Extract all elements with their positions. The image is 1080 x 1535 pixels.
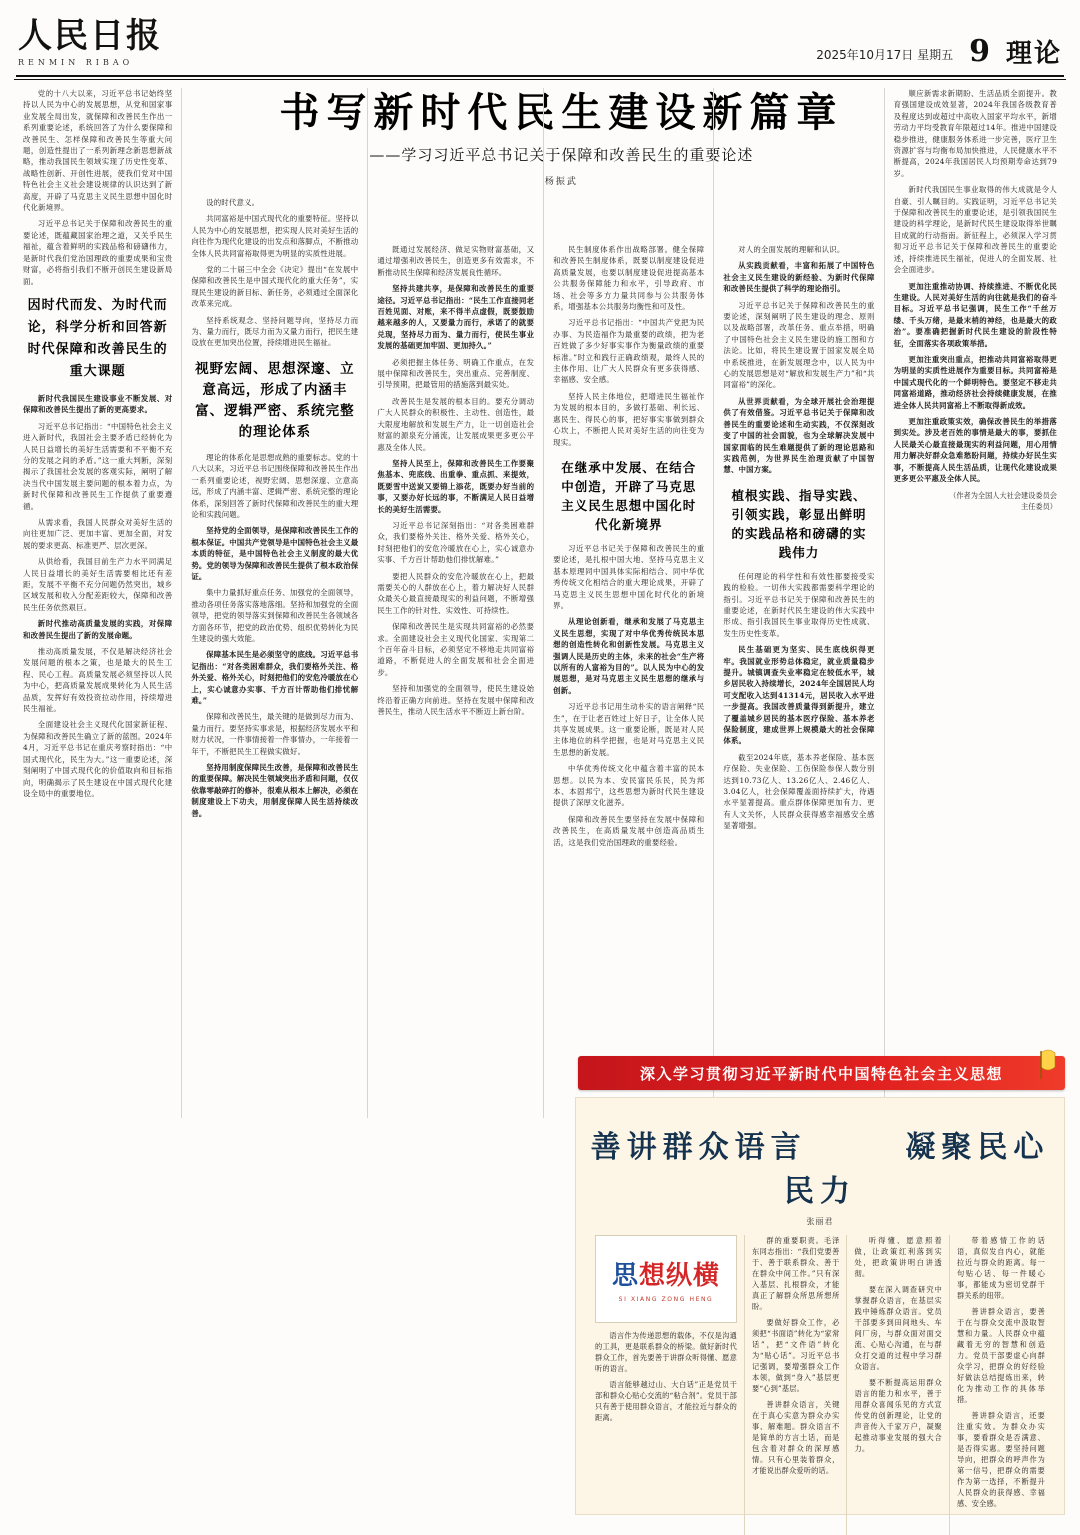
paragraph: 坚持人民主体地位，把增进民生福祉作为发展的根本目的，多做打基础、利长远、惠民生、得民心的事，把好事实事做到群众心坎上，不断把人民对美好生活的向往变为现实。: [553, 391, 705, 447]
paragraph: 习近平总书记关于保障和改善民生的重要论述，深刻阐明了民生建设的理念、原则以及战略部署，改革任务、重点举措，明确了中国特色社会主义民生建设的施工图和方法论。比如，将民生建设置于国家发展全局中系统推进，在新发展理念中，以人民为中心的发展思想是对“解放和发展生产力”和“共同富裕”的深化。: [723, 300, 875, 390]
paragraph: 坚持和加强党的全面领导，使民生建设始终沿着正确方向前进。坚持在发展中保障和改善民生，推动人民生活水平不断迈上新台阶。: [377, 684, 535, 717]
signature-line-1: （作者为全国人大社会建设委员会: [949, 491, 1057, 501]
paragraph: 语言能够越过山、大白话”正是党员干部和群众心贴心交流的“粘合剂”。党员干部只有善于使用群众语言，才能拉近与群众的距离。: [595, 1380, 737, 1422]
paragraph: 全面建设社会主义现代化国家新征程、为保障和改善民生确立了新的蓝图。2024年4月，习近平总书记在重庆考察时指出：“中国式现代化，民生为大。”这一重要论述，深刻阐明了中国式现代化的价值取向和目标指向，明确揭示了民生建设在中国式现代化建设全局中的重要地位。: [23, 720, 173, 798]
column-logo-char1: 思: [611, 1261, 639, 1291]
page-number: 9: [969, 34, 990, 69]
paragraph-lead: 坚持人民至上，保障和改善民生工作要聚焦基本、兜底线、出重拳、重点抓、来提效，既要雪中送炭又要锦上添花，既要办好当前的事，又要办好长远的事，不断满足人民日益增长的美好生活需要。: [377, 458, 535, 514]
paragraph: 习近平总书记关于保障和改善民生的重要论述，是扎根中国大地、坚持马克思主义基本原理同中国具体实际相结合、同中华优秀传统文化相结合的重大理论成果，开辟了马克思主义民生思想中国化时代化的新境界。: [553, 543, 705, 610]
feature-article: [575, 1097, 1065, 1515]
paragraph: 必须把握主体任务、明确工作重点，在发展中保障和改善民生，突出重点、完善制度、引导预期，把最管用的措施落到最实处。: [377, 357, 535, 390]
signature-line-2: 主任委员）: [1021, 502, 1057, 512]
section-title-4: 植根实践、指导实践、引领实践，彰显出鲜明的实践品格和磅礴的实践伟力: [731, 487, 867, 560]
section-title-1: 因时代而发、为时代而论，科学分析和回答新时代保障和改善民生的重大课题: [27, 297, 168, 379]
paragraph: 保障和改善民生要坚持在发展中保障和改善民生，在高质量发展中创造高品质生活，这是我们党治国理政的重要经验。: [553, 814, 705, 847]
section-name: 理论: [1005, 39, 1062, 69]
paragraph: 从供给看，我国目前生产力水平同满足人民日益增长的美好生活需要相比还有差距，发展不平衡不充分问题仍然突出，城乡区域发展和收入分配差距较大，保障和改善民生任务依然艰巨。: [23, 557, 173, 612]
feature-column-4: [950, 1235, 1052, 1535]
column-logo-text: [612, 1255, 720, 1292]
paragraph-lead: 从世界贡献看，为全球开展社会治理提供了有效借鉴。习近平总书记关于保障和改善民生的重要论述和生动实践，不仅深刻改变了中国的社会面貌，也为全球解决发展中国家面临的民生难题提供了新的理论思路和实践范例，为世界民生治理贡献了中国智慧、中国方案。: [723, 396, 875, 475]
paragraph-lead: 更加注重突出重点，把推动共同富裕取得更为明显的实质性进展作为重要目标。共同富裕是中国式现代化的一个鲜明特色。要坚定不移走共同富裕道路，推动经济社会持续健康发展，在推进全体人民共同富裕上不断取得新成效。: [893, 354, 1057, 410]
feature-column-1: [588, 1235, 745, 1535]
paragraph: 党的十八大以来，习近平总书记始终坚持以人民为中心的发展思想，从党和国家事业发展全局出发，就保障和改善民生作出一系列重要论述，系统回答了为什么要保障和改善民生、怎样保障和改善民生等重大问题，创造性提出了一系列新理念新思想新战略，推动我国民生领域实现了历史性变革、战略性创新、开创性进展，使我们党对中国特色社会主义社会建设规律的认识达到了新高度，开辟了马克思主义民生思想中国化时代化新境界。: [23, 89, 173, 213]
author-byline: 杨振武: [544, 177, 578, 187]
feature-columns: [588, 1235, 1052, 1535]
section-title-2: 视野宏阔、思想深邃、立意高远，形成了内涵丰富、逻辑严密、系统完整的理论体系: [195, 360, 355, 440]
paragraph: 保障和改善民生是实现共同富裕的必然要求。全面建设社会主义现代化国家、实现第二个百年奋斗目标，必须坚定不移地走共同富裕道路，不断促进人的全面发展和社会全面进步。: [377, 622, 535, 677]
paragraph-lead: 新时代推动高质量发展的实践，对保障和改善民生提出了新的发展命题。: [23, 619, 173, 640]
paragraph: 善讲群众语言，还要注重实效。为群众办实事，要看群众是否满意、是否得实惠。要坚持问题导向，把群众的呼声作为第一信号，把群众的需要作为第一选择，不断提升人民群众的获得感、幸福感、安全感。: [956, 1411, 1046, 1508]
paragraph: 善讲群众语言，要善于在与群众交流中汲取智慧和力量。人民群众中蕴藏着无穷的智慧和创造力。党员干部要虚心向群众学习，把群众的好经验好做法总结提炼出来，转化为推动工作的具体举措。: [956, 1307, 1046, 1404]
page-title: 书写新时代民生建设新篇章: [279, 89, 844, 136]
paragraph: 党的二十届三中全会《决定》提出“在发展中保障和改善民生是中国式现代化的重大任务”，实现民生建设的新目标、新任务，必须通过全面深化改革来完成。: [191, 265, 359, 309]
paragraph-lead: 保障基本民生是必须坚守的底线。习近平总书记指出：“对各类困难群众，我们要格外关注、格外关爱、格外关心，时刻把他们的安危冷暖放在心上，实心诚意办实事、千方百计帮助他们排忧解难。”: [191, 650, 359, 705]
column-1: [14, 88, 182, 1118]
paragraph: 群的重要职责。毛泽东同志指出：“我们党要善于、善于联系群众、善于在群众中间工作。”只有深入基层、扎根群众，才能真正了解群众所思所想所盼。: [752, 1236, 840, 1311]
feature-byline: 张丽君: [806, 1217, 834, 1226]
study-campaign-banner[interactable]: [578, 1056, 1065, 1090]
paragraph: 带着感情工作的话语，真似发自内心，就能拉近与群众的距离。每一句贴心话、每一件暖心事，都能成为密切党群干群关系的纽带。: [956, 1236, 1046, 1300]
paragraph-lead: 更加注重推动协调、持续推进、不断优化民生建设。人民对美好生活的向往就是我们的奋斗目标。习近平总书记强调，民生工作“千丝万缕、千头万绪，是最末梢的神经，也是最大的政治”。要准确把握新时代民生建设的阶段性特征，全面落实各项政策举措。: [893, 281, 1057, 348]
author-signature: [894, 490, 1057, 512]
paragraph: 对人的全面发展的理解和认识。: [738, 245, 845, 254]
paragraph-lead: 从理论创新看，继承和发展了马克思主义民生思想，实现了对中华优秀传统民本思想的创造性转化和创新性发展。马克思主义强调人民是历史的主体，未来的社会“生产将以所有的人富裕为目的”。以人民为中心的发展思想，是对马克思主义民生思想的继承与创新。: [553, 617, 705, 695]
feature-column-2: [745, 1235, 847, 1535]
page-subtitle: ——学习习近平总书记关于保障和改善民生的重要论述: [369, 146, 754, 164]
article-columns: [14, 88, 1066, 1118]
paragraph: 中华优秀传统文化中蕴含着丰富的民本思想。以民为本、安民富民乐民，民为邦本、本固邦宁，这些思想为新时代民生建设提供了深厚文化滋养。: [553, 764, 705, 808]
paragraph: 语言作为传递思想的载体，不仅是沟通的工具，更是联系群众的桥梁。做好新时代群众工作，首先要善于讲群众听得懂、愿意听的语言。: [595, 1331, 737, 1373]
paragraph: 善讲群众语言，关键在于真心实意为群众办实事、解难题。群众语言不是简单的方言土话，而是包含着对群众的深厚感情。只有心里装着群众，才能说出群众爱听的话。: [752, 1400, 840, 1475]
paragraph-lead: 民生基础更为坚实、民生底线织得更牢。我国就业形势总体稳定，就业质量稳步提升。城镇调查失业率稳定在较低水平，城乡居民收入持续增长，2024年全国居民人均可支配收入达到41314元，居民收入水平进一步提高。我国改善质量得到新提升，建立了覆盖城乡居民的基本医疗保险、基本养老保险制度，建成世界上规模最大的社会保障体系。: [723, 645, 875, 746]
column-6: [885, 88, 1066, 1118]
paragraph: 共同富裕是中国式现代化的重要特征。坚持以人民为中心的发展思想，把实现人民对美好生活的向往作为现代化建设的出发点和落脚点，不断推动全体人民共同富裕取得更为明显的实质性进展。: [191, 214, 359, 258]
paragraph: 新时代我国民生事业取得的伟大成就是令人自豪、引人瞩目的。实践证明，习近平总书记关于保障和改善民生的重要论述，是引领我国民生建设的科学理论，是新时代民生建设取得举世瞩目成就的行动指南。新征程上，必须深入学习贯彻习近平总书记关于保障和改善民生的重要论述，持续推进民生福祉，促进人的全面发展、社会全面进步。: [893, 185, 1057, 275]
paragraph: 习近平总书记指出：“中国特色社会主义进入新时代，我国社会主要矛盾已经转化为人民日益增长的美好生活需要和不平衡不充分的发展之间的矛盾。”这一重大判断，深刻揭示了我国社会发展的客观实际，阐明了解决当代中国发展主要问题的根本着力点，为新时代保障和改善民生工作提供了重要遵循。: [23, 421, 173, 511]
column-logo-char2: 想纵横: [639, 1261, 721, 1291]
paragraph: 习近平总书记关于保障和改善民生的重要论述，既蕴藏国家治理之道，又关乎民生福祉，蕴含着鲜明的实践品格和磅礴伟力，是新时代我们党治国理政的重要成果和宝贵财富，必将指引我们不断开创民生建设新局面。: [23, 219, 173, 286]
paragraph-lead: 更加注重政策实效，确保改善民生的举措落到实处。涉及老百姓的事情是最大的事，要抓住人民最关心最直接最现实的利益问题，用心用情用力解决好群众急难愁盼问题，持续办好民生实事，不断提高人民生活品质，让现代化建设成果更多更公平惠及全体人民。: [893, 416, 1057, 483]
paragraph: 任何理论的科学性和有效性都要接受实践的检验。一切伟大实践都需要科学理论的指引。习近平总书记关于保障和改善民生的重要论述，在新时代民生建设的伟大实践中形成、指引我国民生事业取得历史性成就、发生历史性变革。: [723, 571, 875, 638]
paragraph: 民生制度体系作出战略部署。健全保障和改善民生制度体系，既要以制度建设促进高质量发展，也要以制度建设促进提高基本公共服务保障能力和水平，引导政府、市场、社会等多方力量共同参与公共服务体系，增强基本公共服务均衡性和可及性。: [553, 245, 705, 312]
masthead: [14, 0, 1066, 71]
feature-title-left: 善讲群众语言: [590, 1130, 807, 1165]
paragraph: 保障和改善民生，最关键的是做到尽力而为、量力而行。要坚持实事求是，根据经济发展水平和财力状况，一件事情接着一件事情办，一年接着一年干，不断把民生工程做实做好。: [191, 712, 359, 756]
paragraph: 习近平总书记深刻指出：“对各类困难群众，我们要格外关注、格外关爱、格外关心，时刻把他们的安危冷暖放在心上，实心诚意办实事、千方百计帮助他们排忧解难。”: [377, 520, 535, 565]
paragraph-lead: 坚持党的全面领导，是保障和改善民生工作的根本保证。中国共产党领导是中国特色社会主义最本质的特征，是中国特色社会主义制度的最大优势。党的领导为保障和改善民生提供了根本政治保证。: [191, 526, 359, 581]
masthead-rule-thin: [14, 79, 1066, 80]
column-3: [368, 88, 544, 1118]
column-5: [714, 88, 884, 1118]
column-logo: [595, 1235, 737, 1323]
paragraph: 理论的体系化是思想成熟的重要标志。党的十八大以来，习近平总书记围绕保障和改善民生作出一系列重要论述，视野宏阔、思想深邃、立意高远，形成了内涵丰富、逻辑严密、系统完整的理论体系，深刻回答了新时代保障和改善民生的重大理论和实践问题。: [191, 452, 359, 519]
section-title-3: 在继承中发展、在结合中创造，开辟了马克思主义民生思想中国化时代化新境界: [561, 459, 697, 532]
paragraph: 从需求看，我国人民群众对美好生活的向往更加广泛、更加丰富、更加全面，对发展的要求更高、标准更严、层次更深。: [23, 517, 173, 550]
paragraph: 习近平总书记指出：“中国共产党把为民办事、为民造福作为最重要的政绩，把为老百姓做了多少好事实事作为衡量政绩的重要标准。”时立和践行正确政绩观，最终人民的主体作用、让广大人民群众有更多获得感、幸福感、安全感。: [553, 318, 705, 385]
publication-date: 2025年10月17日 星期五: [816, 48, 954, 62]
paragraph-lead: 坚持用制度保障民生改善，是保障和改善民生的重要保障。解决民生领域突出矛盾和问题，仅仅依靠零敲碎打的修补，很难从根本上解决，必须在制度建设上下功夫，用制度保障人民生活持续改善。: [191, 763, 359, 818]
paper-logo: [18, 8, 162, 67]
paragraph: 要把人民群众的安危冷暖放在心上，把最需要关心的人群放在心上，着力解决好人民群众最关心最直接最现实的利益问题，不断增强民生工作的针对性、实效性、可持续性。: [377, 571, 535, 615]
paragraph-lead: 新时代我国民生建设事业不断发展、对保障和改善民生提出了新的更高要求。: [23, 393, 173, 415]
paper-name: 人民日报: [18, 16, 162, 56]
paragraph: 截至2024年底，基本养老保险、基本医疗保险、失业保险、工伤保险参保人数分别达到10.73亿人、13.26亿人、2.46亿人、3.04亿人，社会保障覆盖面持续扩大，待遇水平显著提高。重点群体保障更加有力、更有人文关怀，人民群众获得感幸福感安全感显著增强。: [723, 752, 875, 831]
column-4: [544, 88, 714, 1118]
banner-text: 深入学习贯彻习近平新时代中国特色社会主义思想: [639, 1064, 1003, 1083]
paragraph: 既通过发展经济、做足实物财富基础，又通过增强利改善民生，创造更多有效需求，不断推动民生保障和经济发展良性循环。: [377, 245, 535, 277]
paragraph: 听得懂、愿意照着做，让政策红利落到实处，把政策讲明白讲透彻。: [854, 1236, 942, 1278]
paragraph: 要做好群众工作，必须把“书面语”转化为“家常话”，把“文件语”转化为“贴心话”。习近平总书记强调，要增强群众工作本领，做到“身入”基层更要“心到”基层。: [752, 1318, 840, 1393]
paragraph: 坚持系统观念、坚持问题导向，坚持尽力而为、量力而行，既尽力而为又量力而行，把民生建设放在更加突出位置，持续增进民生福祉。: [191, 315, 359, 348]
paragraph: 顺应新需求新期盼、生活品质全面提升。教育强国建设成效显著，2024年我国各级教育普及程度达到或超过中高收入国家平均水平，新增劳动力平均受教育年限超过14年。推进中国建设稳步推进，健康服务体系进一步完善，医疗卫生资源扩容与均衡布局加快推进，人民健康水平不断提高，2024年我国居民人均预期寿命达到79岁。: [893, 89, 1057, 178]
flag-icon: [1037, 1049, 1059, 1079]
paragraph: 改善民生是发展的根本目的。要充分调动广大人民群众的积极性、主动性、创造性，最大限度地解放和发展生产力，让一切创造社会财富的源泉充分涌流，让发展成果更多更公平惠及全体人民。: [377, 396, 535, 452]
masthead-right: [816, 34, 1062, 69]
feature-title-right: 凝聚民心民力: [784, 1130, 1050, 1209]
paper-pinyin: RENMIN RIBAO: [18, 58, 134, 67]
paragraph-lead: 从实践贡献看，丰富和拓展了中国特色社会主义民生建设的新经验、为新时代保障和改善民生提供了科学的理论指引。: [723, 261, 875, 294]
paragraph-lead: 坚持共建共享，是保障和改善民生的重要途径。习近平总书记指出：“民生工作直接同老百姓见面、对账，来不得半点虚假，既要鼓励越来越多的人，又要量力而行，承诺了的就要兑现，坚持尽力而为、量力而行，使民生事业发展的基础更加牢固、更加持久。”: [377, 284, 535, 351]
paragraph: 习近平总书记用生动朴实的语言阐释“民生”，在于让老百姓过上好日子，让全体人民共享发展成果。这一重要论断，既是对人民主体地位的科学把握，也是对马克思主义民生思想的新发展。: [553, 702, 705, 757]
paragraph: 集中力量抓好重点任务、加强党的全面领导，推动各项任务落实落地落细。坚持和加强党的全面领导，把党的领导落实到保障和改善民生各领域各方面各环节，把党的政治优势、组织优势转化为民生建设的强大效能。: [191, 588, 359, 643]
feature-column-3: [847, 1235, 949, 1535]
paragraph: 要不断提高运用群众语言的能力和水平，善于用群众喜闻乐见的方式宣传党的创新理论，让党的声音传入千家万户，凝聚起推动事业发展的强大合力。: [854, 1378, 942, 1453]
paragraph: 设的时代意义。: [206, 198, 260, 207]
feature-title: [588, 1122, 1052, 1210]
masthead-rule: [16, 75, 1064, 77]
paragraph: 推动高质量发展，不仅是解决经济社会发展问题的根本之策，也是最大的民生工程、民心工程。高质量发展必须坚持以人民为中心，把高质量发展成果转化为人民生活品质，发挥好有效投资拉动作用，持续增进民生福祉。: [23, 647, 173, 714]
column-logo-pinyin: SI XIANG ZONG HENG: [618, 1296, 714, 1303]
paragraph: 要在深入调查研究中掌握群众语言，在基层实践中锤炼群众语言。党员干部要多到田间地头、车间厂房，与群众面对面交流、心贴心沟通，在与群众打交道的过程中学习群众语言。: [854, 1285, 942, 1371]
